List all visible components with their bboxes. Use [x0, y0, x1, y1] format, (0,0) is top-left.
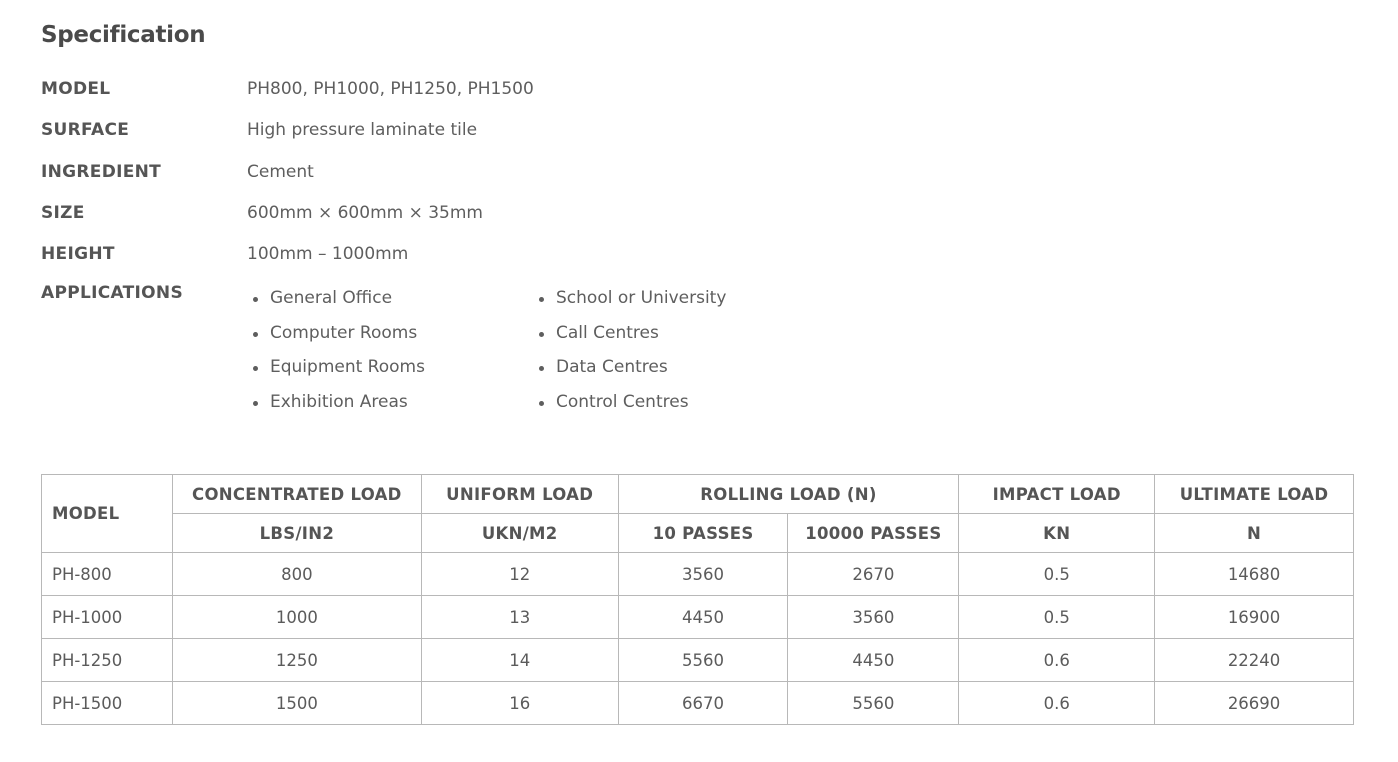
list-item: Exhibition Areas	[247, 392, 425, 426]
table-cell: 16	[421, 682, 618, 725]
table-row	[42, 596, 1354, 639]
table-cell: 12	[421, 553, 618, 596]
table-cell: 4450	[618, 596, 788, 639]
table-cell: 0.5	[959, 553, 1155, 596]
spec-row-height	[41, 239, 941, 280]
table-cell: 14680	[1155, 553, 1354, 596]
column-header-ultimate-load: ULTIMATE LOAD	[1155, 475, 1354, 514]
specification-list	[41, 74, 941, 412]
table-cell: 1250	[172, 639, 421, 682]
table-cell: 2670	[788, 553, 959, 596]
spec-label: HEIGHT	[41, 244, 115, 265]
spec-value: PH800, PH1000, PH1250, PH1500	[247, 79, 534, 99]
list-item: Computer Rooms	[247, 323, 425, 357]
spec-row-ingredient	[41, 157, 941, 198]
spec-label: SIZE	[41, 202, 85, 223]
subheader-10-passes: 10 PASSES	[618, 514, 788, 553]
subheader-10000-passes: 10000 PASSES	[788, 514, 959, 553]
table-row	[42, 682, 1354, 725]
list-item: Call Centres	[533, 323, 726, 357]
table-cell: 22240	[1155, 639, 1354, 682]
table-cell: 800	[172, 553, 421, 596]
table-cell: 0.6	[959, 639, 1155, 682]
table-cell: PH-800	[42, 553, 173, 596]
spec-label: INGREDIENT	[41, 161, 162, 182]
table-cell: 14	[421, 639, 618, 682]
table-header-row	[42, 475, 1354, 514]
spec-value: High pressure laminate tile	[247, 120, 478, 141]
load-specification-table	[41, 474, 1354, 725]
table-cell: 1500	[172, 682, 421, 725]
table-cell: 0.6	[959, 682, 1155, 725]
table-cell: 5560	[788, 682, 959, 725]
table-cell: 1000	[172, 596, 421, 639]
column-header-impact-load: IMPACT LOAD	[959, 475, 1155, 514]
subheader-unit: N	[1155, 514, 1354, 553]
table-cell: 3560	[618, 553, 788, 596]
column-header-uniform-load: UNIFORM LOAD	[421, 475, 618, 514]
spec-row-applications	[41, 280, 941, 412]
list-item: Data Centres	[533, 357, 726, 391]
list-item: Equipment Rooms	[247, 357, 425, 391]
list-item: Control Centres	[533, 392, 726, 426]
subheader-unit: KN	[959, 514, 1155, 553]
column-header-rolling-load: ROLLING LOAD (N)	[618, 475, 959, 514]
applications-column-right	[533, 288, 726, 426]
spec-value: 600mm × 600mm × 35mm	[247, 202, 483, 223]
spec-value: Cement	[247, 161, 314, 182]
table-cell: 6670	[618, 682, 788, 725]
table-cell: 26690	[1155, 682, 1354, 725]
table-cell: 5560	[618, 639, 788, 682]
spec-value: 100mm – 1000mm	[247, 244, 409, 265]
table-row	[42, 553, 1354, 596]
table-cell: 16900	[1155, 596, 1354, 639]
table-row	[42, 639, 1354, 682]
table-cell: PH-1000	[42, 596, 173, 639]
column-header-model: MODEL	[42, 475, 173, 553]
table-cell: 0.5	[959, 596, 1155, 639]
subheader-unit: LBS/IN2	[172, 514, 421, 553]
table-cell: 4450	[788, 639, 959, 682]
table-cell: 13	[421, 596, 618, 639]
applications-column-left	[247, 288, 425, 426]
spec-label: SURFACE	[41, 120, 130, 141]
column-header-concentrated-load: CONCENTRATED LOAD	[172, 475, 421, 514]
spec-row-model	[41, 74, 941, 115]
table-subheader-row	[42, 514, 1354, 553]
list-item: School or University	[533, 288, 726, 322]
page-title: Specification	[41, 22, 206, 48]
table-cell: 3560	[788, 596, 959, 639]
subheader-unit: UKN/M2	[421, 514, 618, 553]
spec-row-size	[41, 198, 941, 239]
table-cell: PH-1500	[42, 682, 173, 725]
spec-label: MODEL	[41, 79, 111, 99]
table-cell: PH-1250	[42, 639, 173, 682]
spec-row-surface	[41, 115, 941, 156]
list-item: General Office	[247, 288, 425, 322]
spec-label: APPLICATIONS	[41, 283, 183, 304]
